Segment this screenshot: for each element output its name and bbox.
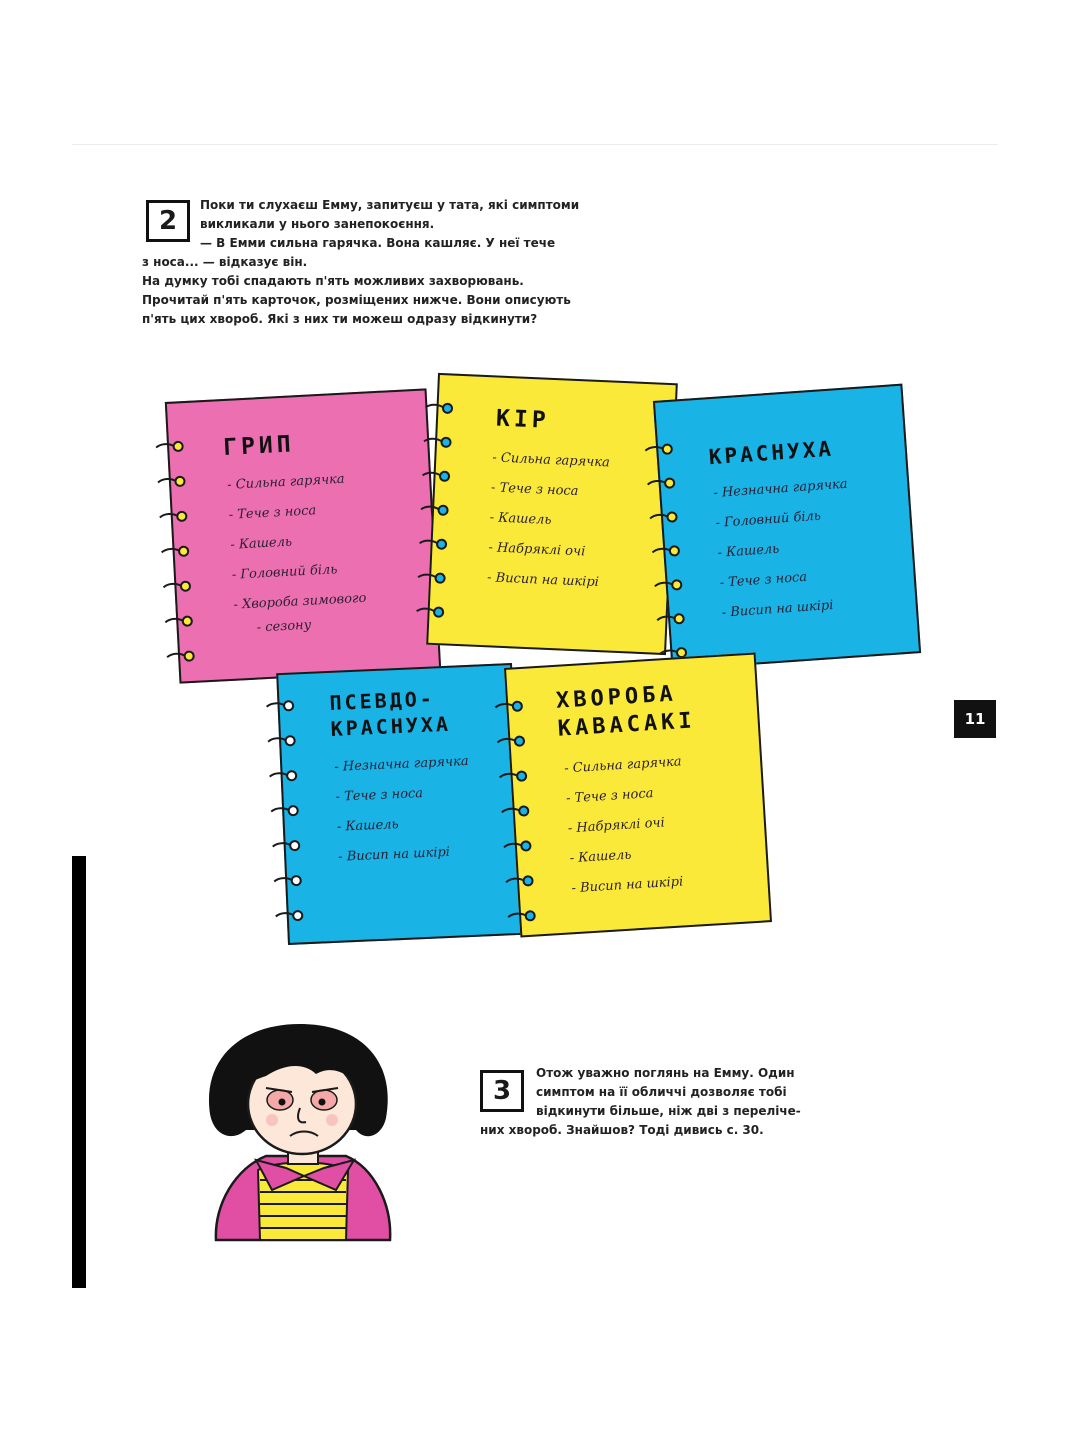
task-3-line: відкинути більше, ніж дві з переліче-: [536, 1104, 801, 1118]
top-divider: [72, 144, 998, 145]
card-krasnukha: [653, 384, 921, 671]
spiral-ring: [649, 510, 678, 524]
spiral-ring: [494, 699, 523, 713]
symptom-item: - Тече з носа: [565, 777, 684, 814]
spiral-ring: [417, 570, 445, 583]
spiral-ring: [424, 400, 452, 413]
spiral-ring: [166, 649, 195, 662]
symptom-item: - Кашель: [230, 524, 364, 561]
page-number: 11: [954, 700, 996, 738]
spiral-ring: [164, 614, 193, 627]
spiral-ring: [265, 699, 293, 712]
card-title-line-1: ХВОРОБА: [555, 681, 678, 714]
task-2-number: 2: [146, 200, 190, 242]
card-kir: [426, 373, 678, 655]
symptom-item: - Висип на шкірі: [338, 837, 474, 873]
spiral-ring: [418, 536, 446, 549]
spiral-ring: [423, 434, 451, 447]
card-title: ГРИП: [222, 431, 296, 462]
symptom-item: - Кашель: [569, 837, 688, 874]
symptom-item: - Набряклі очі: [488, 533, 607, 568]
spiral-ring: [273, 873, 301, 886]
task-3-line: симптом на її обличчі дозволяє тобі: [536, 1085, 787, 1099]
symptom-item: - Висип на шкірі: [571, 867, 690, 904]
symptom-item: - Кашель: [336, 807, 472, 843]
spiral-ring: [267, 734, 295, 747]
spiral-ring: [656, 611, 685, 625]
task-2-text: [142, 196, 626, 329]
symptom-item: - Тече з носа: [228, 494, 362, 531]
spiral-ring: [162, 579, 191, 592]
symptom-list: [563, 747, 689, 904]
symptom-item: - Хвороба зимового: [233, 584, 367, 621]
sick-girl-icon: [196, 1018, 406, 1242]
card-title-line-1: ПСЕВДО-: [329, 686, 436, 715]
spiral-ring: [157, 474, 186, 487]
symptom-item: - Висип на шкірі: [721, 589, 857, 628]
spiral-ring: [420, 502, 448, 515]
spiral-ring: [155, 439, 184, 452]
task-2-line: Поки ти слухаєш Емму, запитуєш у тата, які симптоми: [200, 198, 580, 212]
symptom-item: - Сильна гарячка: [226, 464, 360, 501]
card-pseudo-krasnukha: [276, 663, 524, 945]
symptom-item: - Кашель: [717, 530, 853, 569]
symptom-item: - Набряклі очі: [567, 807, 686, 844]
spiral-ring: [653, 577, 682, 591]
spiral-ring: [496, 734, 525, 748]
task-2-line: п'ять цих хвороб. Які з них ти можеш одразу відкинути?: [142, 312, 538, 326]
symptom-item: - Тече з носа: [719, 559, 855, 598]
task-2-line: з носа... — відказує він.: [142, 255, 308, 269]
card-title-line-2: КАВАСАКІ: [557, 708, 697, 742]
spiral-ring: [503, 839, 532, 853]
spiral-ring: [500, 804, 529, 818]
spiral-ring: [651, 544, 680, 558]
task-3-text: [480, 1064, 840, 1140]
symptom-item: - Сильна гарячка: [492, 443, 611, 478]
card-title: КІР: [495, 405, 551, 434]
task-2-line: — В Емми сильна гарячка. Вона кашляє. У неї тече: [200, 236, 556, 250]
spiral-ring: [505, 874, 534, 888]
symptom-item: - Головний біль: [231, 554, 365, 591]
symptom-list: [334, 747, 473, 873]
symptom-item: - Тече з носа: [490, 473, 609, 508]
spiral-ring: [274, 908, 302, 921]
spiral-ring: [270, 803, 298, 816]
card-grip: [165, 388, 441, 683]
spiral-ring: [415, 604, 443, 617]
task-2-line: Прочитай п'ять карточок, розміщених нижче. Вони описують: [142, 293, 571, 307]
symptom-list: [712, 470, 856, 629]
spiral-ring: [644, 442, 673, 456]
spiral-ring: [160, 544, 189, 557]
symptom-list: [226, 464, 368, 639]
task-2-line: викликали у нього занепокоєння.: [200, 217, 435, 231]
task-2-line: На думку тобі спадають п'ять можливих захворювань.: [142, 274, 524, 288]
symptom-item: - Незначна гарячка: [712, 470, 848, 509]
spiral-ring: [507, 909, 536, 923]
symptom-item: - Незначна гарячка: [334, 747, 470, 783]
symptom-item: - Кашель: [489, 503, 608, 538]
symptom-item: - Тече з носа: [335, 777, 471, 813]
symptom-list: [486, 443, 610, 598]
spiral-ring: [421, 468, 449, 481]
symptom-item: - Головний біль: [715, 500, 851, 539]
task-3-line: Отож уважно поглянь на Емму. Один: [536, 1066, 795, 1080]
card-title-line-2: КРАСНУХА: [330, 711, 452, 741]
spiral-ring: [268, 768, 296, 781]
left-margin-bar: [72, 856, 86, 1288]
card-kawasaki: [504, 653, 772, 938]
symptom-item: - Висип на шкірі: [486, 563, 605, 598]
task-3-line: них хвороб. Знайшов? Тоді дивись с. 30.: [480, 1123, 764, 1137]
task-3-number: 3: [480, 1070, 524, 1112]
card-title: КРАСНУХА: [708, 436, 835, 470]
symptom-item: - сезону: [234, 614, 368, 639]
spiral-ring: [158, 509, 187, 522]
spiral-ring: [646, 476, 675, 490]
spiral-ring: [271, 838, 299, 851]
spiral-ring: [498, 769, 527, 783]
symptom-item: - Сильна гарячка: [563, 747, 682, 784]
